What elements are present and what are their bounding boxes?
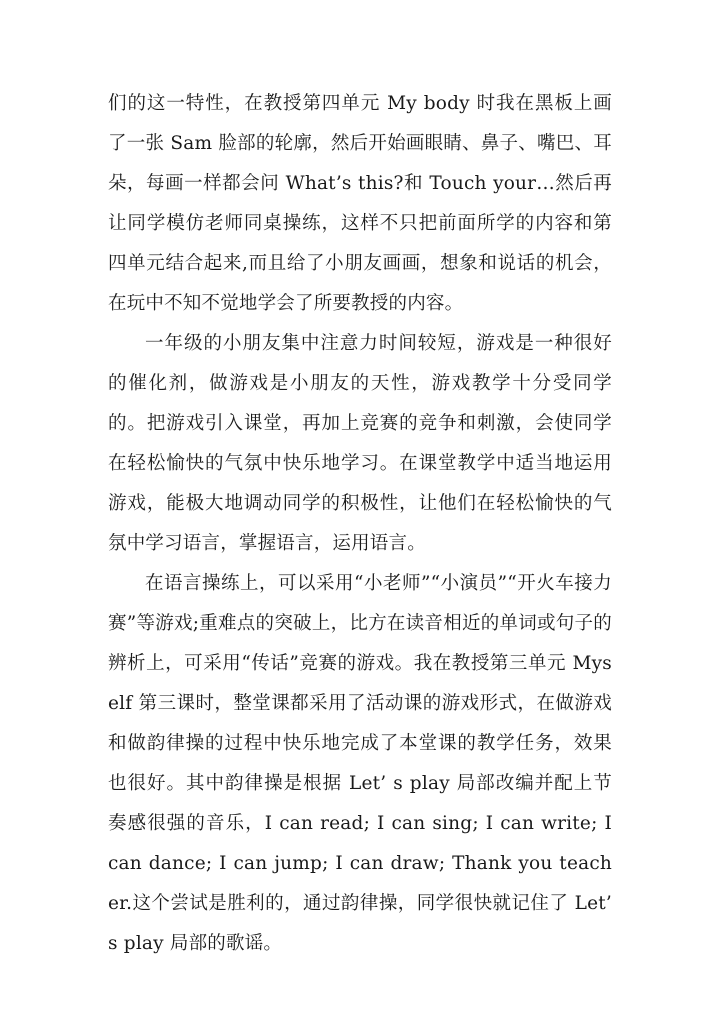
paragraph-language-practice: 在语言操练上，可以采用“小老师”“小演员”“开火车接力赛”等游戏;重难点的突破上，比方在读音相近的单词或句子的辨析上，可采用“传话”竞赛的游戏。我在教授第三单元 Myself 第三课时，整堂课都采用了活动课的游戏形式，在做游戏和做韵律操的过程中快乐地完成了本堂课的教学任务，效果也很好。其中韵律操是根据 Let’ s play 局部改编并配上节奏感很强的音乐，I can read; I can sing; I can write; I can dance; I can jump; I can draw; Thank you teacher.这个尝试是胜利的，通过韵律操，同学很快就记住了 Let’ s play 局部的歌谣。 — [108, 573, 612, 954]
paragraph-continuation: 们的这一特性，在教授第四单元 My body 时我在黑板上画了一张 Sam 脸部的轮廓，然后开始画眼睛、鼻子、嘴巴、耳朵，每画一样都会问 What’s this?和 Touch your…然后再让同学模仿老师同桌操练，这样不只把前面所学的内容和第四单元结合起来,而且给了小朋友画画，想象和说话的机会，在玩中不知不觉地学会了所要教授的内容。 — [108, 93, 612, 314]
body-text — [108, 84, 612, 964]
paragraph-games-intro: 一年级的小朋友集中注意力时间较短，游戏是一种很好的催化剂，做游戏是小朋友的天性，游戏教学十分受同学的。把游戏引入课堂，再加上竞赛的竞争和刺激，会使同学在轻松愉快的气氛中快乐地学习。在课堂教学中适当地运用游戏，能极大地调动同学的积极性，让他们在轻松愉快的气氛中学习语言，掌握语言，运用语言。 — [108, 333, 612, 554]
